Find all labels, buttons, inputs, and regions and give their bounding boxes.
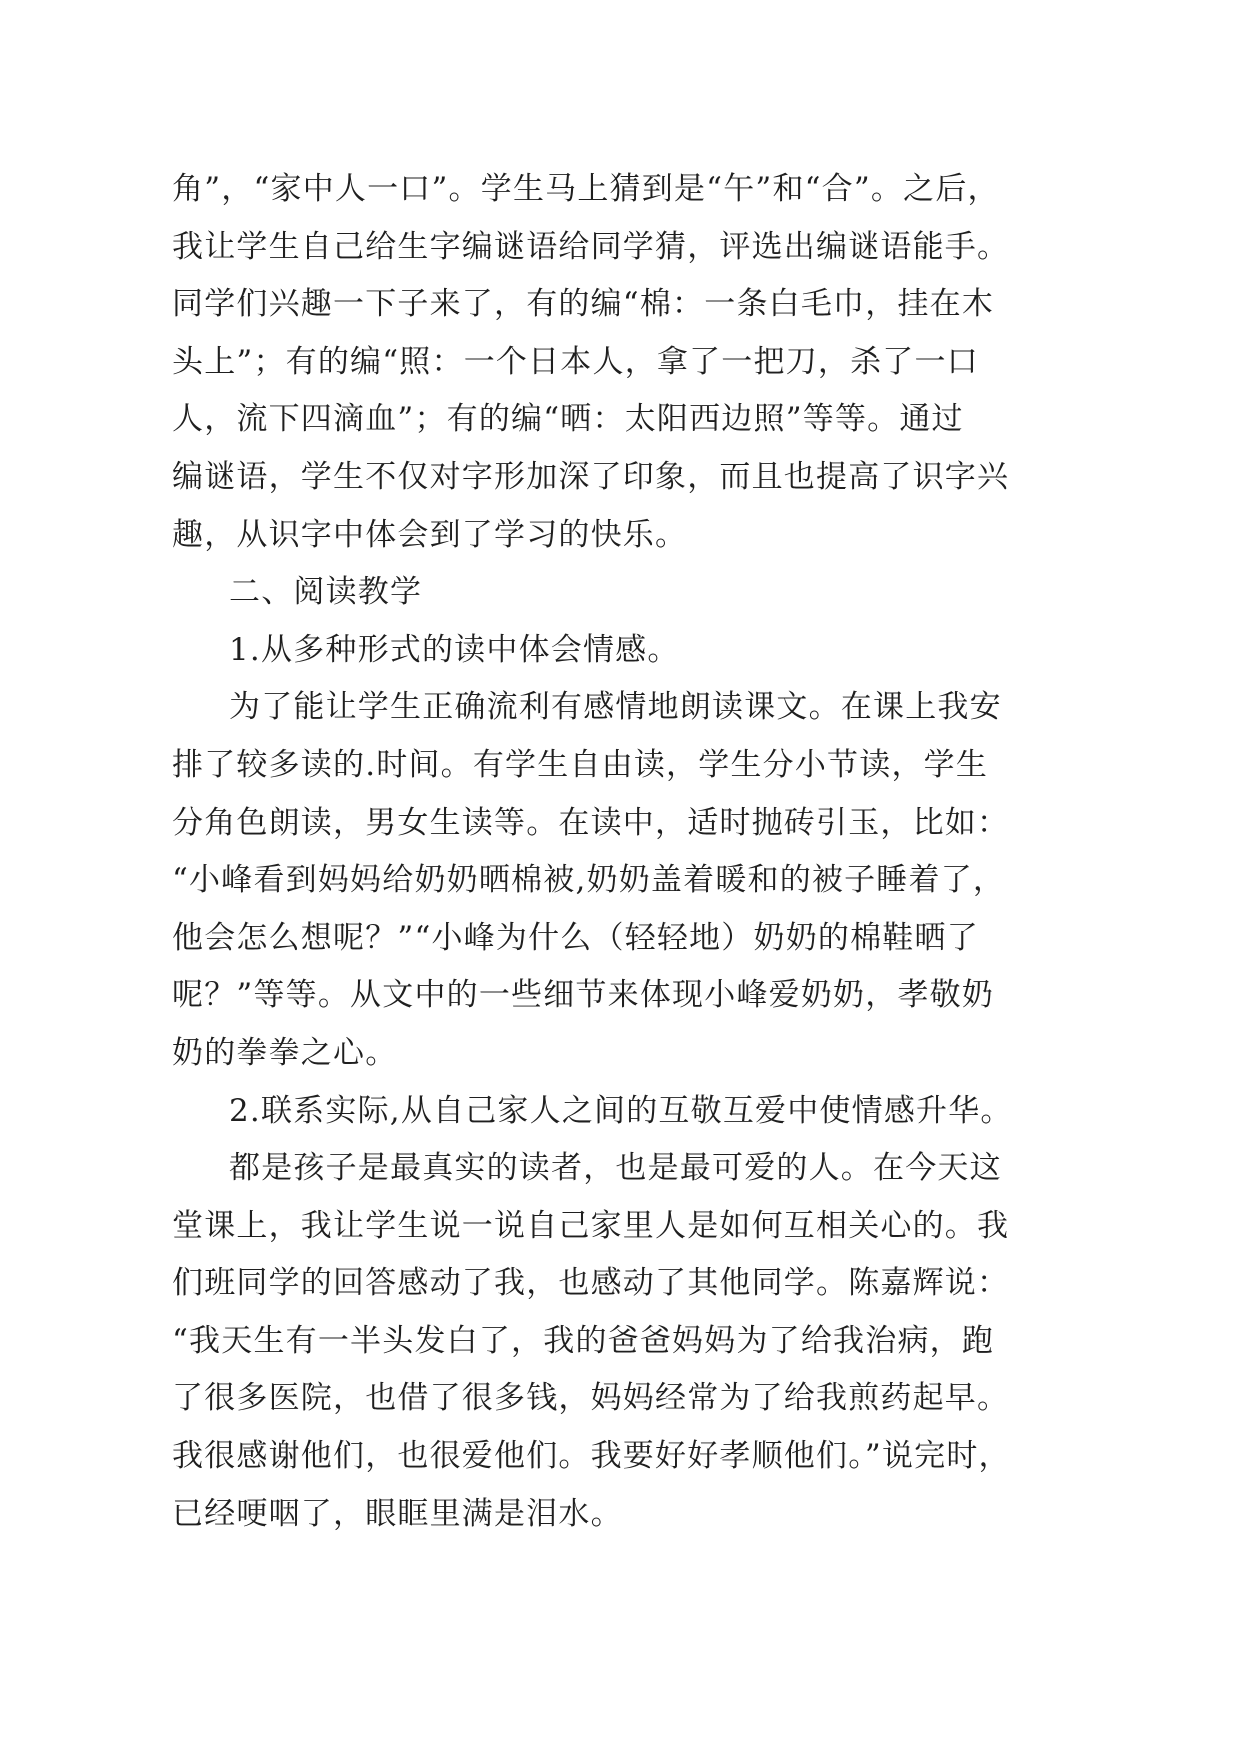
text-line: 人，流下四滴血”；有的编“晒：太阳西边照”等等。通过 bbox=[172, 401, 964, 438]
paragraph-family bbox=[172, 1140, 1241, 1543]
subsection-heading-2: 2.联系实际,从自己家人之间的互敬互爱中使情感升华。 bbox=[229, 1092, 1013, 1129]
text-line: 角”，“家中人一口”。学生马上猜到是“午”和“合”。之后， bbox=[172, 171, 1000, 207]
text-line: 趣，从识字中体会到了学习的快乐。 bbox=[172, 516, 688, 553]
text-line: 同学们兴趣一下子来了，有的编“棉：一条白毛巾，挂在木 bbox=[172, 286, 995, 323]
text-line: 已经哽咽了，眼眶里满是泪水。 bbox=[172, 1495, 623, 1532]
subsection-heading-1: 1.从多种形式的读中体会情感。 bbox=[229, 631, 680, 668]
text-line: 我让学生自己给生字编谜语给同学猜，评选出编谜语能手。 bbox=[172, 228, 1010, 265]
paragraph-reading bbox=[172, 679, 1241, 1082]
text-line: 头上”；有的编“照：一个日本人，拿了一把刀，杀了一口 bbox=[172, 343, 979, 380]
text-line: 他会怎么想呢？”“小峰为什么（轻轻地）奶奶的棉鞋晒了 bbox=[172, 919, 979, 956]
text-line: 排了较多读的.时间。有学生自由读，学生分小节读，学生 bbox=[172, 746, 989, 783]
text-line: 们班同学的回答感动了我，也感动了其他同学。陈嘉辉说： bbox=[172, 1265, 1010, 1302]
text-line: 堂课上，我让学生说一说自己家里人是如何互相关心的。我 bbox=[172, 1207, 1010, 1244]
text-line: “小峰看到妈妈给奶奶晒棉被,奶奶盖着暖和的被子睡着了， bbox=[172, 862, 1006, 899]
text-line: 我很感谢他们，也很爱他们。我要好好孝顺他们。”说完时， bbox=[172, 1438, 1011, 1475]
text-line: 奶的拳拳之心。 bbox=[172, 1034, 398, 1071]
text-line: 为了能让学生正确流利有感情地朗读课文。在课上我安 bbox=[229, 689, 1002, 726]
text-line: “我天生有一半头发白了，我的爸爸妈妈为了给我治病，跑 bbox=[172, 1322, 995, 1359]
text-line: 了很多医院，也借了很多钱，妈妈经常为了给我煎药起早。 bbox=[172, 1380, 1010, 1417]
paragraph-riddles bbox=[172, 161, 1241, 564]
text-line: 分角色朗读，男女生读等。在读中，适时抛砖引玉，比如： bbox=[172, 804, 1010, 841]
section-heading: 二、阅读教学 bbox=[229, 574, 423, 611]
text-line: 编谜语，学生不仅对字形加深了印象，而且也提高了识字兴 bbox=[172, 458, 1010, 495]
text-line: 都是孩子是最真实的读者，也是最可爱的人。在今天这 bbox=[229, 1150, 1002, 1187]
text-line: 呢？”等等。从文中的一些细节来体现小峰爱奶奶，孝敬奶 bbox=[172, 977, 995, 1014]
